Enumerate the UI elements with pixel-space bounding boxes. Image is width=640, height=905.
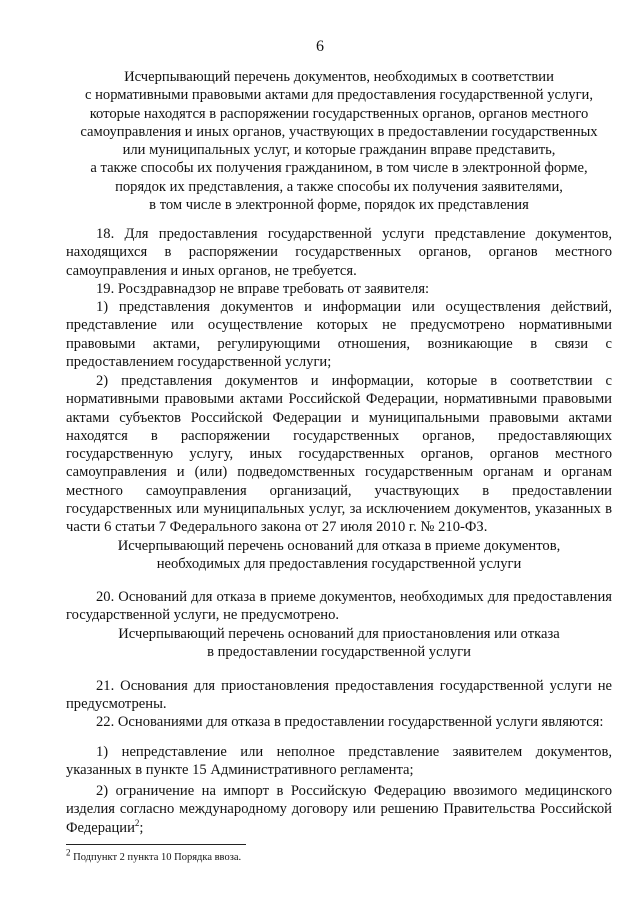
paragraph-22-item-2-end: ; bbox=[139, 819, 144, 836]
footnote-divider bbox=[66, 844, 246, 845]
paragraph-22-item-1: 1) непредставление или неполное представление заявителем документов, указанных в пункте 15 Административного регламента; bbox=[66, 744, 612, 779]
heading-line: Исчерпывающий перечень документов, необходимых в соответствии bbox=[124, 69, 554, 85]
paragraph-22: 22. Основаниями для отказа в предоставлении государственной услуги являются: bbox=[96, 714, 604, 730]
footnote-mark: 2 bbox=[66, 847, 71, 858]
heading-line: Исчерпывающий перечень оснований для отказа в приеме документов, bbox=[117, 538, 561, 554]
heading-line: в том числе в электронной форме, порядок их представления bbox=[149, 197, 529, 214]
paragraph-20: 20. Оснований для отказа в приеме документов, необходимых для предоставления государственной услуги, не предусмотрено. bbox=[66, 589, 612, 624]
heading-line: с нормативными правовыми актами для предоставления государственной услуги, bbox=[84, 87, 594, 104]
heading-line: а также способы их получения гражданином, в том числе в электронной форме, bbox=[90, 160, 588, 177]
paragraph-19-item-1: 1) представления документов и информации или осуществления действий, представление или осуществление которых не предусмотрено нормативными правовыми актами, регулирующими отношения, возникающие в связи с предоставлением государственной услуги; bbox=[66, 299, 612, 370]
heading-line: в предоставлении государственной услуги bbox=[207, 644, 471, 661]
heading-line: необходимых для предоставления государственной услуги bbox=[156, 556, 522, 573]
paragraph-18: 18. Для предоставления государственной услуги представление документов, находящихся в распоряжении государственных органов, органов местного самоуправления и иных органов, не требуется. bbox=[66, 226, 612, 279]
paragraph-19: 19. Росздравнадзор не вправе требовать от заявителя: bbox=[96, 281, 430, 297]
section-heading-refusal-acceptance bbox=[66, 537, 612, 574]
heading-line: порядок их представления, а также способы их получения заявителями, bbox=[115, 178, 563, 195]
page-number: 6 bbox=[316, 38, 324, 55]
paragraph-22-item-2-text: 2) ограничение на импорт в Российскую Федерацию ввозимого медицинского изделия согласно международному договору или решению Правительства Российской Федерации bbox=[66, 783, 612, 836]
paragraph-21: 21. Основания для приостановления предоставления государственной услуги не предусмотрены. bbox=[66, 678, 612, 713]
footnote-text: Подпункт 2 пункта 10 Порядка ввоза. bbox=[70, 852, 242, 863]
heading-line: или муниципальных услуг, и которые гражданин вправе представить, bbox=[122, 142, 556, 159]
footnote bbox=[66, 847, 612, 864]
paragraph-22-item-2 bbox=[66, 782, 612, 837]
heading-line: которые находятся в распоряжении государственных органов, органов местного bbox=[89, 105, 589, 122]
heading-line: Исчерпывающий перечень оснований для приостановления или отказа bbox=[118, 626, 560, 642]
footnote-reference: 2 bbox=[134, 817, 140, 828]
section-heading-suspension bbox=[66, 625, 612, 662]
heading-line: самоуправления и иных органов, участвующих в предоставлении государственных bbox=[80, 123, 598, 140]
paragraph-19-item-2: 2) представления документов и информации, которые в соответствии с нормативными правовыми актами Российской Федерации, нормативными правовыми актами субъектов Российской Федерации и муниципальными правовыми актами находятся в распоряжении государственных органов, предоставляющих государственную услугу, иных государственных органов, органов местного самоуправления и (или) подведомственных государственным органам и органам местного самоуправления организаций, участвующих в предоставлении государственных или муниципальных услуг, за исключением документов, указанных в части 6 статьи 7 Федерального закона от 27 июля 2010 г. № 210-ФЗ. bbox=[66, 373, 612, 536]
section-heading-documents bbox=[66, 68, 612, 214]
